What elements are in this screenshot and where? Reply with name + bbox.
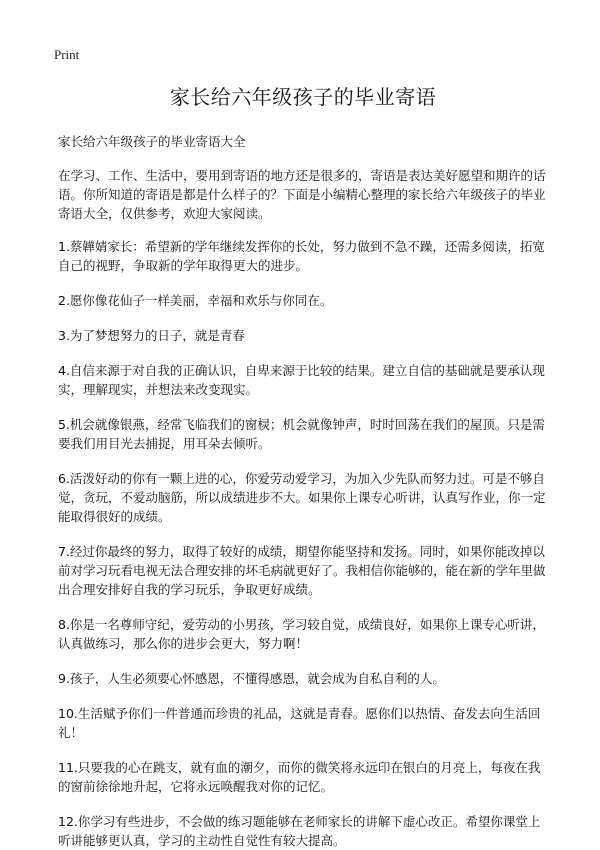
blessing-item-11: 11.只要我的心在跳支，就有血的潮夕，而你的微笑将永远印在银白的月亮上，每夜在我的窗前徐徐地升起，它将永远唤醒我对你的记忆。 (58, 760, 541, 794)
blessing-item-3: 3.为了梦想努力的日子，就是青春 (58, 328, 245, 343)
blessing-item-7: 7.经过你最终的努力，取得了较好的成绩，期望你能坚持和发扬。同时，如果你能改掉以前对学习玩看电视无法合理安排的坏毛病就更好了。我相信你能够的，能在新的学年里做出合理安排好自我的学习玩乐，争取更好成绩。 (58, 544, 546, 597)
blessing-item-9: 9.孩子，人生必须要心怀感恩，不懂得感恩，就会成为自私自利的人。 (58, 671, 445, 686)
blessing-item-4: 4.自信来源于对自我的正确认识，自卑来源于比较的结果。建立自信的基础就是要承认现实，理解现实，并想法来改变现实。 (58, 363, 545, 397)
intro-paragraph: 在学习、工作、生活中，要用到寄语的地方还是很多的，寄语是表达美好愿望和期许的话语。你所知道的寄语是都是什么样子的？下面是小编精心整理的家长给六年级孩子的毕业寄语大全，仅供参考，欢迎大家阅读。 (58, 168, 546, 221)
blessing-item-1: 1.蔡韡婧家长：希望新的学年继续发挥你的长处，努力做到不急不躁，还需多阅读，拓宽自己的视野，争取新的学年取得更大的进步。 (58, 239, 545, 273)
blessing-item-5: 5.机会就像银燕，经常飞临我们的窗棂；机会就像钟声，时时回荡在我们的屋顶。只是需要我们用目光去捕捉，用耳朵去倾听。 (58, 417, 545, 451)
blessing-item-8: 8.你是一名尊师守纪，爱劳动的小男孩，学习较自觉，成绩良好，如果你上课专心听讲，认真做练习，那么你的进步会更大，努力啊！ (58, 617, 545, 651)
blessing-list (58, 237, 548, 850)
page-title: 家长给六年级孩子的毕业寄语 (169, 85, 437, 109)
blessing-item-10: 10.生活赋予你们一件普通而珍贵的礼品，这就是青春。愿你们以热情、奋发去向生活回礼！ (58, 706, 541, 740)
blessing-item-6: 6.活泼好动的你有一颗上进的心，你爱劳动爱学习，为加入少先队而努力过。可是不够自觉，贪玩，不爱动脑筋，所以成绩进步不大。如果你上课专心听讲，认真写作业，你一定能取得很好的成绩。 (58, 471, 546, 524)
blessing-item-2: 2.愿你像花仙子一样美丽，幸福和欢乐与你同在。 (58, 293, 333, 308)
print-link[interactable]: Print (54, 47, 80, 62)
document-subtitle: 家长给六年级孩子的毕业寄语大全 (58, 134, 246, 149)
blessing-item-12: 12.你学习有些进步，不会做的练习题能够在老师家长的讲解下虚心改正。希望你课堂上听讲能够更认真，学习的主动性自觉性有较大提高。 (58, 814, 541, 848)
